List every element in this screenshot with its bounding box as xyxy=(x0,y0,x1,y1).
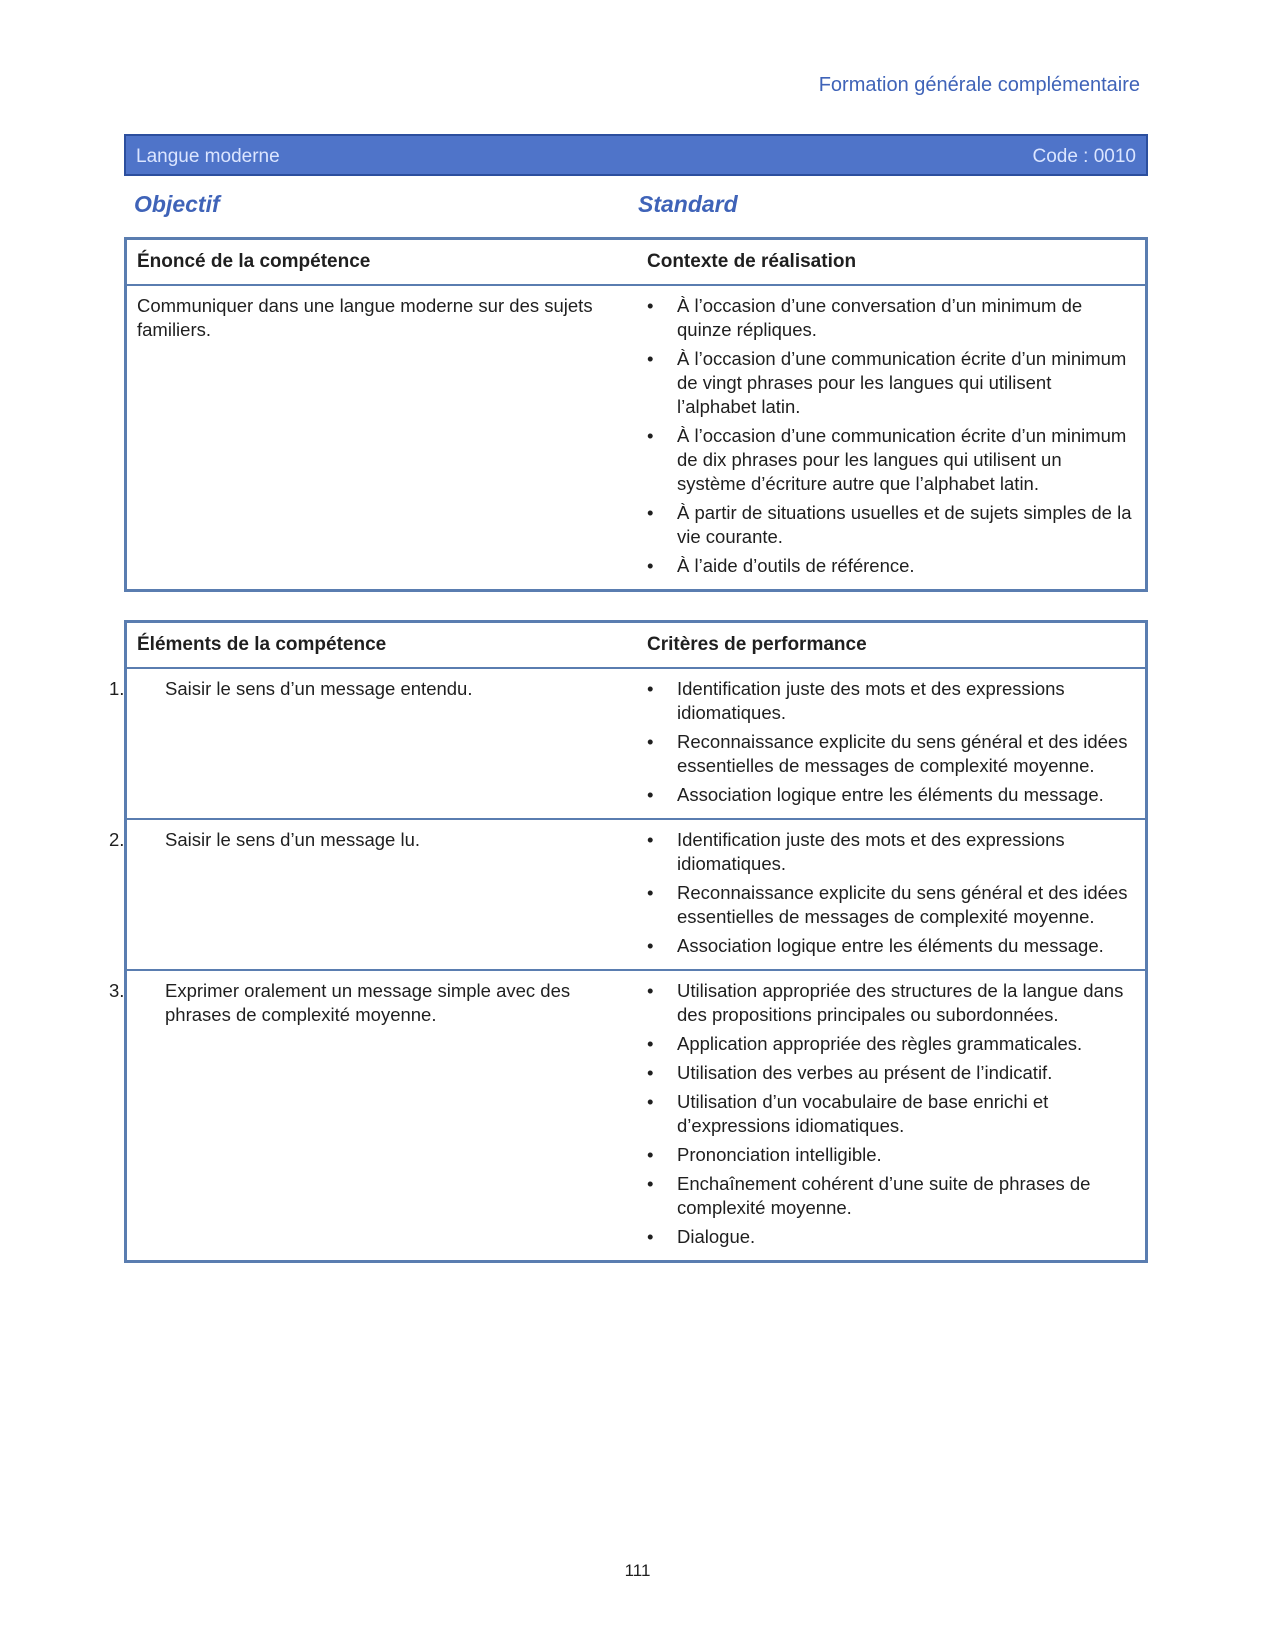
context-list xyxy=(647,294,1135,578)
criteria-list xyxy=(647,828,1135,958)
running-header: Formation générale complémentaire xyxy=(818,74,1140,96)
element-text: Exprimer oralement un message simple avec des phrases de complexité moyenne. xyxy=(165,980,571,1025)
elements-header: Éléments de la compétence xyxy=(137,634,387,655)
criterion-item: • Association logique entre les éléments du message. xyxy=(677,783,1135,807)
element-number: 2. xyxy=(109,829,125,850)
competency-elements-table xyxy=(109,620,1148,1263)
context-item: • À l’occasion d’une conversation d’un minimum de quinze répliques. xyxy=(677,294,1135,342)
criterion-item: • Utilisation des verbes au présent de l’indicatif. xyxy=(677,1061,1135,1085)
context-item: • À l’occasion d’une communication écrite d’un minimum de vingt phrases pour les langues qui utilisent l’alphabet latin. xyxy=(677,347,1135,419)
criterion-item: • Enchaînement cohérent d’une suite de phrases de complexité moyenne. xyxy=(677,1172,1135,1220)
statement-header: Énoncé de la compétence xyxy=(137,251,371,272)
criterion-item: • Prononciation intelligible. xyxy=(677,1143,1135,1167)
element-text: Saisir le sens d’un message entendu. xyxy=(165,678,473,699)
subject-title: Langue moderne xyxy=(136,146,280,167)
element-row xyxy=(126,819,1147,970)
element-number: 1. xyxy=(109,678,125,699)
criteria-list xyxy=(647,979,1135,1249)
criterion-item: • Reconnaissance explicite du sens général et des idées essentielles de messages de complexité moyenne. xyxy=(677,881,1135,929)
context-header: Contexte de réalisation xyxy=(647,251,857,272)
element-2 xyxy=(109,828,627,852)
criterion-item: • Association logique entre les éléments du message. xyxy=(677,934,1135,958)
context-item: • À partir de situations usuelles et de sujets simples de la vie courante. xyxy=(677,501,1135,549)
context-item: • À l’occasion d’une communication écrite d’un minimum de dix phrases pour les langues qui utilisent un système d’écriture autre que l’alphabet latin. xyxy=(677,424,1135,496)
element-row xyxy=(126,970,1147,1262)
competency-statement: Communiquer dans une langue moderne sur des sujets familiers. xyxy=(126,285,638,591)
criterion-item: • Reconnaissance explicite du sens général et des idées essentielles de messages de complexité moyenne. xyxy=(677,730,1135,778)
objective-label: Objectif xyxy=(134,191,220,217)
criterion-item: • Utilisation appropriée des structures de la langue dans des propositions principales ou subordonnées. xyxy=(677,979,1135,1027)
course-header-band xyxy=(124,134,1148,176)
element-1 xyxy=(109,677,627,701)
criteria-list xyxy=(647,677,1135,807)
criterion-item: • Identification juste des mots et des expressions idiomatiques. xyxy=(677,828,1135,876)
page-number: 111 xyxy=(624,1561,651,1580)
criterion-item: • Dialogue. xyxy=(677,1225,1135,1249)
competency-statement-table xyxy=(124,237,1148,592)
element-row xyxy=(126,668,1147,819)
standard-label: Standard xyxy=(638,191,738,217)
element-3 xyxy=(109,979,627,1027)
context-cell xyxy=(637,285,1147,591)
element-text: Saisir le sens d’un message lu. xyxy=(165,829,421,850)
element-number: 3. xyxy=(109,980,125,1001)
context-item: • À l’aide d’outils de référence. xyxy=(677,554,1135,578)
criterion-item: • Utilisation d’un vocabulaire de base enrichi et d’expressions idiomatiques. xyxy=(677,1090,1135,1138)
criteria-header: Critères de performance xyxy=(647,634,867,655)
criterion-item: • Identification juste des mots et des expressions idiomatiques. xyxy=(677,677,1135,725)
criterion-item: • Application appropriée des règles grammaticales. xyxy=(677,1032,1135,1056)
course-code: Code : 0010 xyxy=(1032,146,1136,167)
